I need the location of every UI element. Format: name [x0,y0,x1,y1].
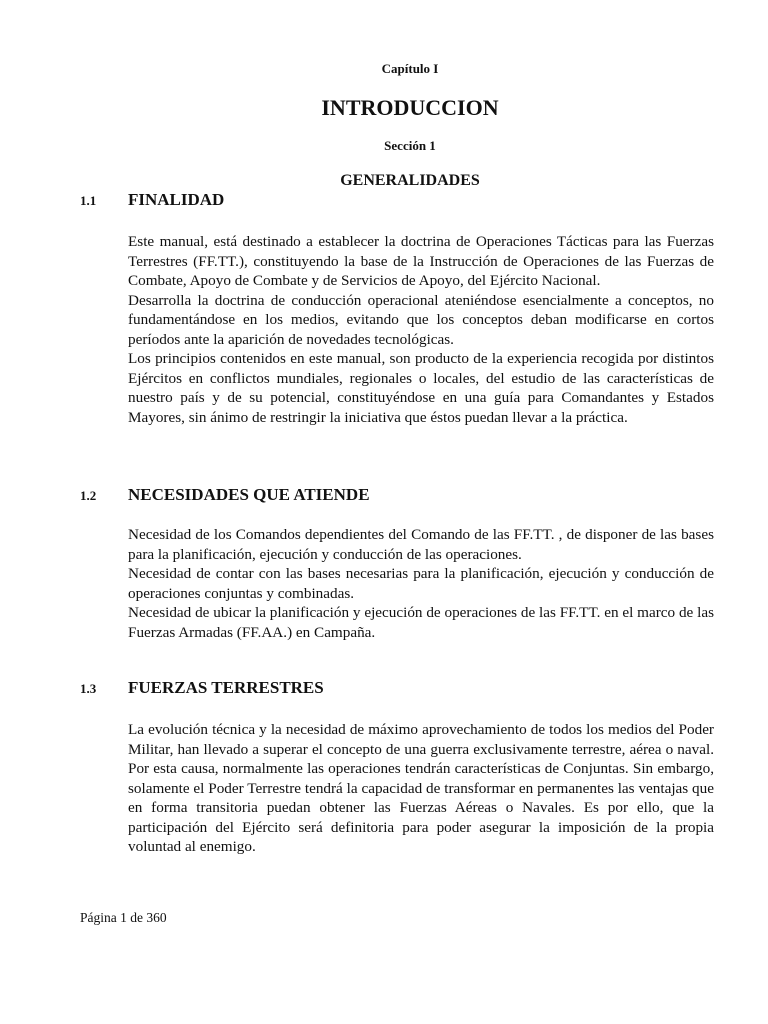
paragraph: Necesidad de los Comandos dependientes del Comando de las FF.TT. , de disponer de las bases para la planificación, ejecución y conducción de las operaciones. [128,526,714,563]
heading-necesidades [80,485,370,505]
page-title: INTRODUCCION [321,95,499,120]
paragraph: La evolución técnica y la necesidad de máximo aprovechamiento de todos los medios del Poder Militar, han llevado a superar el concepto de una guerra exclusivamente terrestre, aérea o naval. Por esta causa, normalmente las operaciones tendrán características de Conjuntas. Sin embargo, solamente el Poder Terrestre tendrá la capacidad de transformar en permanentes las ventajas que en forma transitoria puedan obtener las Fuerzas Aéreas o Navales. Es por ello, que la participación del Ejército será definitoria para poder asegurar la imposición de la propia voluntad al enemigo. [128,721,714,855]
body-fuerzas-terrestres [128,720,714,857]
heading-title: NECESIDADES QUE ATIENDE [128,485,370,504]
paragraph: Necesidad de contar con las bases necesarias para la planificación, ejecución y conducción de operaciones conjuntas y combinadas. [128,565,714,602]
heading-number: 1.3 [80,681,97,696]
heading-number: 1.2 [80,488,97,503]
body-finalidad [128,232,714,427]
heading-finalidad [80,190,224,210]
paragraph: Desarrolla la doctrina de conducción operacional ateniéndose esencialmente a conceptos, no fundamentándose en los medios, evitando que los conceptos deban modificarse en cortos períodos ante la aparición de novedades tecnológicas. [128,291,714,348]
paragraph: Necesidad de ubicar la planificación y ejecución de operaciones de las FF.TT. en el marco de las Fuerzas Armadas (FF.AA.) en Campaña. [128,604,714,641]
chapter-label: Capítulo I [381,61,439,76]
heading-title: FINALIDAD [128,190,225,209]
paragraph: Los principios contenidos en este manual, son producto de la experiencia recogida por distintos Ejércitos en conflictos mundiales, regionales o locales, del estudio de las características de nuestro país y de su potencial, constituyéndose en una guía para Comandantes y Estados Mayores, sin ánimo de restringir la iniciativa que éstos puedan llevar a la práctica. [128,350,714,426]
section-subtitle: GENERALIDADES [340,172,480,189]
heading-number: 1.1 [80,193,97,208]
page-number: Página 1 de 360 [80,910,167,925]
heading-title: FUERZAS TERRESTRES [128,678,324,697]
body-necesidades [128,525,714,642]
section-label: Sección 1 [384,138,436,153]
heading-fuerzas-terrestres [80,678,324,698]
paragraph: Este manual, está destinado a establecer la doctrina de Operaciones Tácticas para las Fuerzas Terrestres (FF.TT.), constituyendo la base de la Instrucción de Operaciones de las Fuerzas de Combate, Apoyo de Combate y de Servicios de Apoyo, del Ejército Nacional. [128,233,714,289]
